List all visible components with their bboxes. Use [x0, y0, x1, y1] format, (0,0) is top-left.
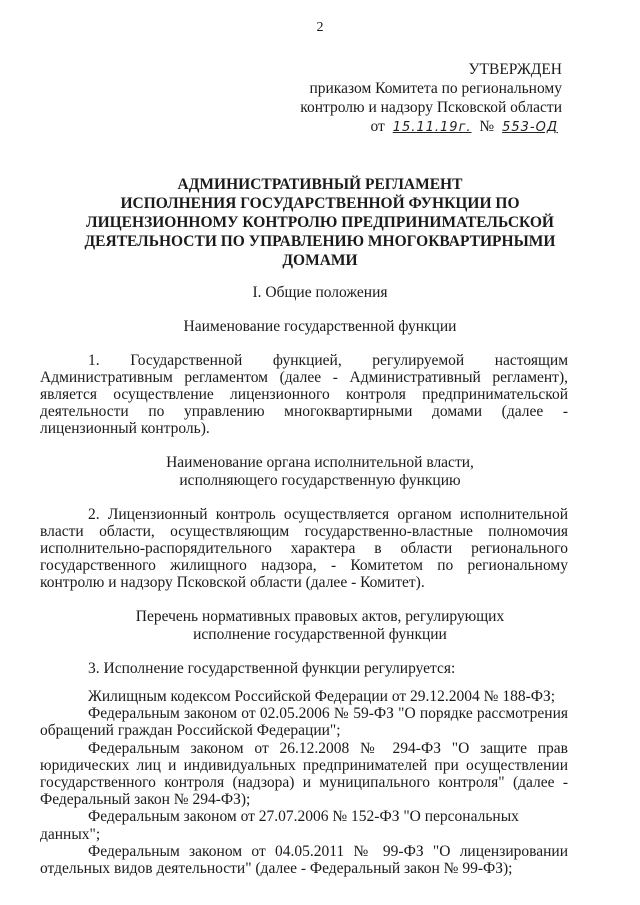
paragraph-line: контролю и надзору Псковской области (далее - Комитет).	[40, 574, 425, 591]
paragraph-3	[40, 660, 568, 677]
paragraph-line: лицензионный контроль).	[40, 420, 210, 437]
title-line: ДЕЯТЕЛЬНОСТИ ПО УПРАВЛЕНИЮ МНОГОКВАРТИРНЫМИ	[84, 233, 556, 250]
paragraph-line: 2. Лицензионный контроль осуществляется органом исполнительной	[88, 506, 568, 523]
approval-number: 553-ОД	[502, 120, 558, 135]
title-line: ИСПОЛНЕНИЯ ГОСУДАРСТВЕННОЙ ФУНКЦИИ ПО	[120, 195, 520, 212]
approval-line-2: контролю и надзору Псковской области	[300, 99, 562, 116]
title-line: ДОМАМИ	[282, 252, 358, 269]
list-line: Федеральным законом от 27.07.2006 № 152-ФЗ "О персональных данных";	[40, 808, 519, 843]
approval-heading: УТВЕРЖДЕН	[468, 61, 562, 78]
paragraph-line: Административным регламентом (далее - Административный регламент),	[40, 369, 568, 386]
list-line: Федеральный закон № 294-ФЗ);	[40, 791, 251, 809]
list-line: государственного контроля (надзора) и муниципального контроля" (далее -	[40, 774, 568, 792]
list-line: Федеральным законом от 26.12.2008 № 294-ФЗ "О защите прав	[88, 739, 568, 757]
subsection-heading-2	[40, 454, 600, 490]
title-line: ЛИЦЕНЗИОННОМУ КОНТРОЛЮ ПРЕДПРИНИМАТЕЛЬСКОЙ	[86, 214, 554, 231]
approval-date-line	[242, 117, 562, 137]
heading-line: Перечень нормативных правовых актов, регулирующих	[135, 608, 505, 625]
heading-line: исполняющего государственную функцию	[179, 472, 461, 489]
paragraph-line: 3. Исполнение государственной функции регулируется:	[88, 660, 456, 677]
list-line: отдельных видов деятельности" (далее - Федеральный закон № 99-ФЗ);	[40, 860, 513, 878]
approval-date: 15.11.19г.	[392, 120, 472, 135]
list-line: Жилищным кодексом Российской Федерации от 29.12.2004 № 188-ФЗ;	[88, 688, 556, 705]
list-line: юридических лиц и индивидуальных предпринимателей при осуществлении	[40, 756, 568, 774]
paragraph-2	[40, 506, 568, 591]
section-heading: I. Общие положения	[252, 284, 388, 301]
paragraph-line: государственного жилищного надзора, - Комитетом по региональному	[40, 557, 568, 574]
approval-line-1: приказом Комитета по региональному	[309, 80, 562, 97]
title-line: АДМИНИСТРАТИВНЫЙ РЕГЛАМЕНТ	[177, 176, 463, 193]
list-line: Федеральным законом от 04.05.2011 № 99-ФЗ "О лицензировании	[88, 842, 568, 860]
paragraph-line: является осуществление лицензионного контроля предпринимательской	[40, 386, 568, 403]
heading-line: исполнение государственной функции	[193, 626, 447, 643]
page-number: 2	[316, 20, 324, 35]
approval-number-prefix: №	[479, 118, 495, 135]
heading-line: Наименование органа исполнительной власти,	[166, 454, 474, 471]
paragraph-1	[40, 352, 568, 437]
approval-stamp	[242, 60, 562, 137]
paragraph-line: деятельности по управлению многоквартирными домами (далее -	[40, 403, 568, 420]
document-title	[80, 175, 560, 270]
paragraph-line: исполнительно-распорядительного характера в области регионального	[40, 540, 568, 557]
paragraph-line: власти области, осуществляющим государственно-властные полномочия	[40, 523, 568, 540]
paragraph-line: 1. Государственной функцией, регулируемой настоящим	[88, 352, 568, 369]
subsection-heading-3	[40, 608, 600, 644]
subsection-heading: Наименование государственной функции	[183, 318, 457, 335]
list-line: обращений граждан Российской Федерации";	[40, 722, 341, 740]
approval-date-prefix: от	[370, 118, 385, 135]
list-line: Федеральным законом от 02.05.2006 № 59-ФЗ "О порядке рассмотрения	[88, 705, 568, 723]
regulation-list	[40, 688, 568, 877]
